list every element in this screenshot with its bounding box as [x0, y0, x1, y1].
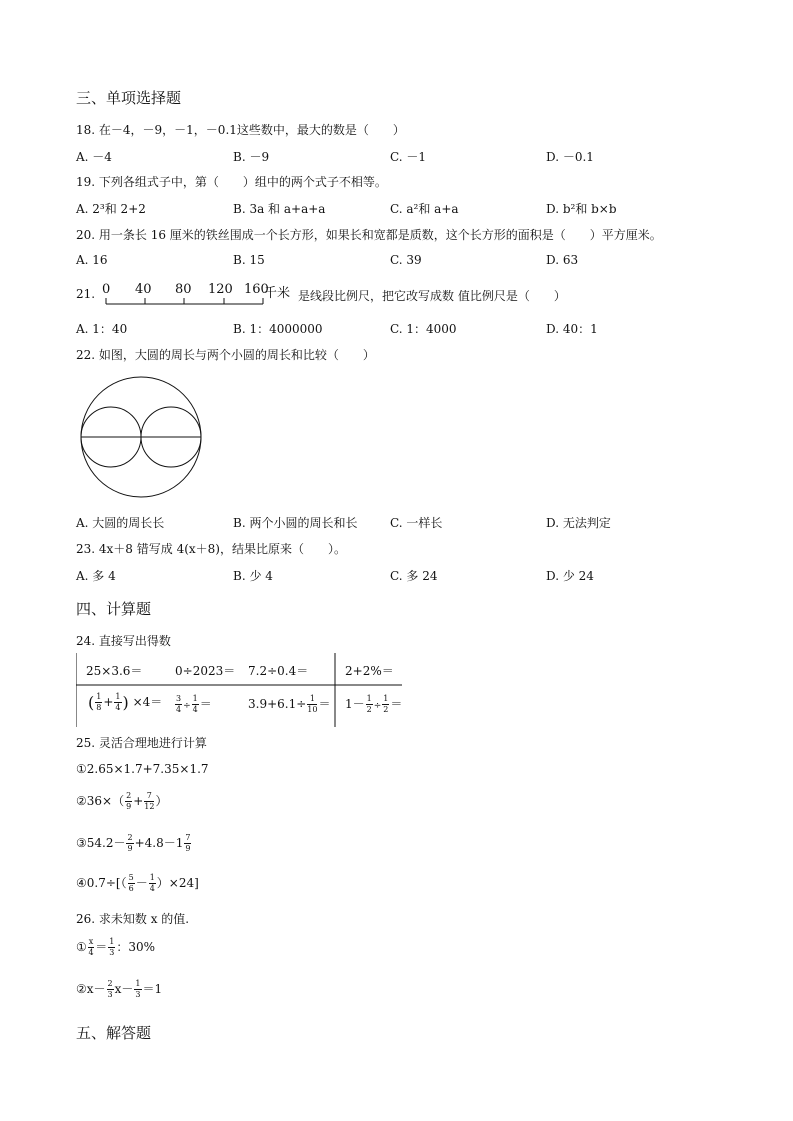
fraction: $\frac{5}{6}$: [128, 873, 134, 893]
fraction: $\frac{1}{3}$: [109, 937, 115, 957]
q25-expression-3: ③54.2－ $\frac{2}{9}$ +4.8－1 $\frac{7}{9}$: [76, 833, 191, 853]
q21-option-a: A. 1：40: [76, 322, 128, 336]
question-21-number: 21.: [76, 287, 96, 301]
q18-option-b: B. －9: [233, 150, 270, 164]
circles-figure: [78, 376, 208, 500]
question-24: 24. 直接写出得数: [76, 634, 171, 648]
q23-option-a: A. 多 4: [76, 569, 116, 583]
section-title-calculation: 四、计算题: [76, 600, 152, 618]
section-title-word-problems: 五、解答题: [76, 1024, 152, 1042]
fraction: $\frac{2}{9}$: [127, 833, 133, 853]
fraction: $\frac{1}{4}$: [115, 692, 121, 712]
section-title-choice: 三、单项选择题: [76, 89, 182, 107]
q19-option-a: A. 2³和 2+2: [76, 202, 146, 216]
question-26: 26. 求未知数 x 的值.: [76, 912, 190, 926]
fraction: $\frac{1}{3}$: [135, 979, 141, 999]
q18-option-a: A. －4: [76, 150, 112, 164]
question-21-text: 是线段比例尺，把它改写成数 值比例尺是（ ）: [298, 289, 566, 303]
q19-option-b: B. 3a 和 a+a+a: [233, 202, 326, 216]
fraction: $\frac{2}{3}$: [107, 979, 113, 999]
calc-r1-c3: 7.2÷0.4＝: [248, 664, 309, 678]
q26-equation-1: ① $\frac{x}{4}$ ＝ $\frac{1}{3}$ ：30%: [76, 937, 156, 957]
calc-r1-c1: 25×3.6＝: [86, 664, 143, 678]
q23-option-d: D. 少 24: [546, 569, 594, 583]
fraction: $\frac{7}{9}$: [185, 833, 191, 853]
ruler-tick-label-120: 120: [208, 282, 233, 297]
q20-option-c: C. 39: [390, 253, 422, 267]
question-20: 20. 用一条长 16 厘米的铁丝围成一个长方形，如果长和宽都是质数，这个长方形的面积是（ ）平方厘米。: [76, 228, 662, 242]
q21-option-b: B. 1：4000000: [233, 322, 323, 336]
q19-option-c: C. a²和 a+a: [390, 202, 459, 216]
q18-option-d: D. －0.1: [546, 150, 594, 164]
q19-option-d: D. b²和 b×b: [546, 202, 617, 216]
question-19: 19. 下列各组式子中，第（ ）组中的两个式子不相等。: [76, 175, 387, 189]
q25-expression-1: ①2.65×1.7+7.35×1.7: [76, 762, 209, 776]
q23-option-b: B. 少 4: [233, 569, 273, 583]
ruler-unit: 千米: [264, 286, 291, 301]
q23-option-c: C. 多 24: [390, 569, 438, 583]
q21-option-d: D. 40：1: [546, 322, 598, 336]
ruler-tick-label-160: 160: [244, 282, 269, 297]
question-18: 18. 在－4，－9，－1，－0.1这些数中，最大的数是（ ）: [76, 123, 405, 137]
q25-expression-4: ④0.7÷[（ $\frac{5}{6}$ － $\frac{1}{4}$ ）×24]: [76, 873, 199, 893]
calc-r2-c1: ( $\frac{1}{8}$ + $\frac{1}{4}$ ) ×4＝: [88, 692, 163, 712]
question-25: 25. 灵活合理地进行计算: [76, 736, 207, 750]
ruler-tick-label-40: 40: [135, 282, 152, 297]
fraction: $\frac{1}{8}$: [96, 692, 102, 712]
q22-option-b: B. 两个小圆的周长和长: [233, 516, 358, 530]
fraction: $\frac{1}{10}$: [307, 694, 318, 714]
q20-option-d: D. 63: [546, 253, 579, 267]
calc-r2-c2: $\frac{3}{4}$ ÷ $\frac{1}{4}$ ＝: [176, 694, 212, 714]
fraction: $\frac{3}{4}$: [176, 694, 182, 714]
q22-option-d: D. 无法判定: [546, 516, 611, 530]
mental-math-table: [76, 653, 402, 727]
ruler-tick-label-80: 80: [175, 282, 192, 297]
fraction: $\frac{x}{4}$: [88, 937, 94, 957]
fraction: $\frac{2}{9}$: [126, 791, 132, 811]
scale-ruler: [100, 296, 270, 308]
fraction: $\frac{7}{12}$: [144, 791, 155, 811]
q20-option-b: B. 15: [233, 253, 265, 267]
q26-equation-2: ②x－ $\frac{2}{3}$ x－ $\frac{1}{3}$ ＝1: [76, 979, 163, 999]
fraction: $\frac{1}{4}$: [192, 694, 198, 714]
calc-r1-c4: 2+2%＝: [345, 664, 394, 678]
fraction: $\frac{1}{2}$: [383, 694, 389, 714]
calc-r2-c3: 3.9+6.1÷ $\frac{1}{10}$ ＝: [248, 694, 331, 714]
calc-r2-c4: 1－ $\frac{1}{2}$ ÷ $\frac{1}{2}$ ＝: [345, 694, 403, 714]
calc-r1-c2: 0÷2023＝: [175, 664, 236, 678]
q21-option-c: C. 1：4000: [390, 322, 457, 336]
q20-option-a: A. 16: [76, 253, 108, 267]
q18-option-c: C. －1: [390, 150, 427, 164]
fraction: $\frac{1}{4}$: [149, 873, 155, 893]
question-22: 22. 如图，大圆的周长与两个小圆的周长和比较（ ）: [76, 348, 375, 362]
question-23: 23. 4x＋8 错写成 4(x＋8)，结果比原来（ ）。: [76, 542, 346, 556]
q25-expression-2: ②36×（ $\frac{2}{9}$ + $\frac{7}{12}$ ）: [76, 791, 168, 811]
q22-option-a: A. 大圆的周长长: [76, 516, 165, 530]
ruler-tick-label-0: 0: [102, 282, 111, 297]
q22-option-c: C. 一样长: [390, 516, 443, 530]
fraction: $\frac{1}{2}$: [366, 694, 372, 714]
